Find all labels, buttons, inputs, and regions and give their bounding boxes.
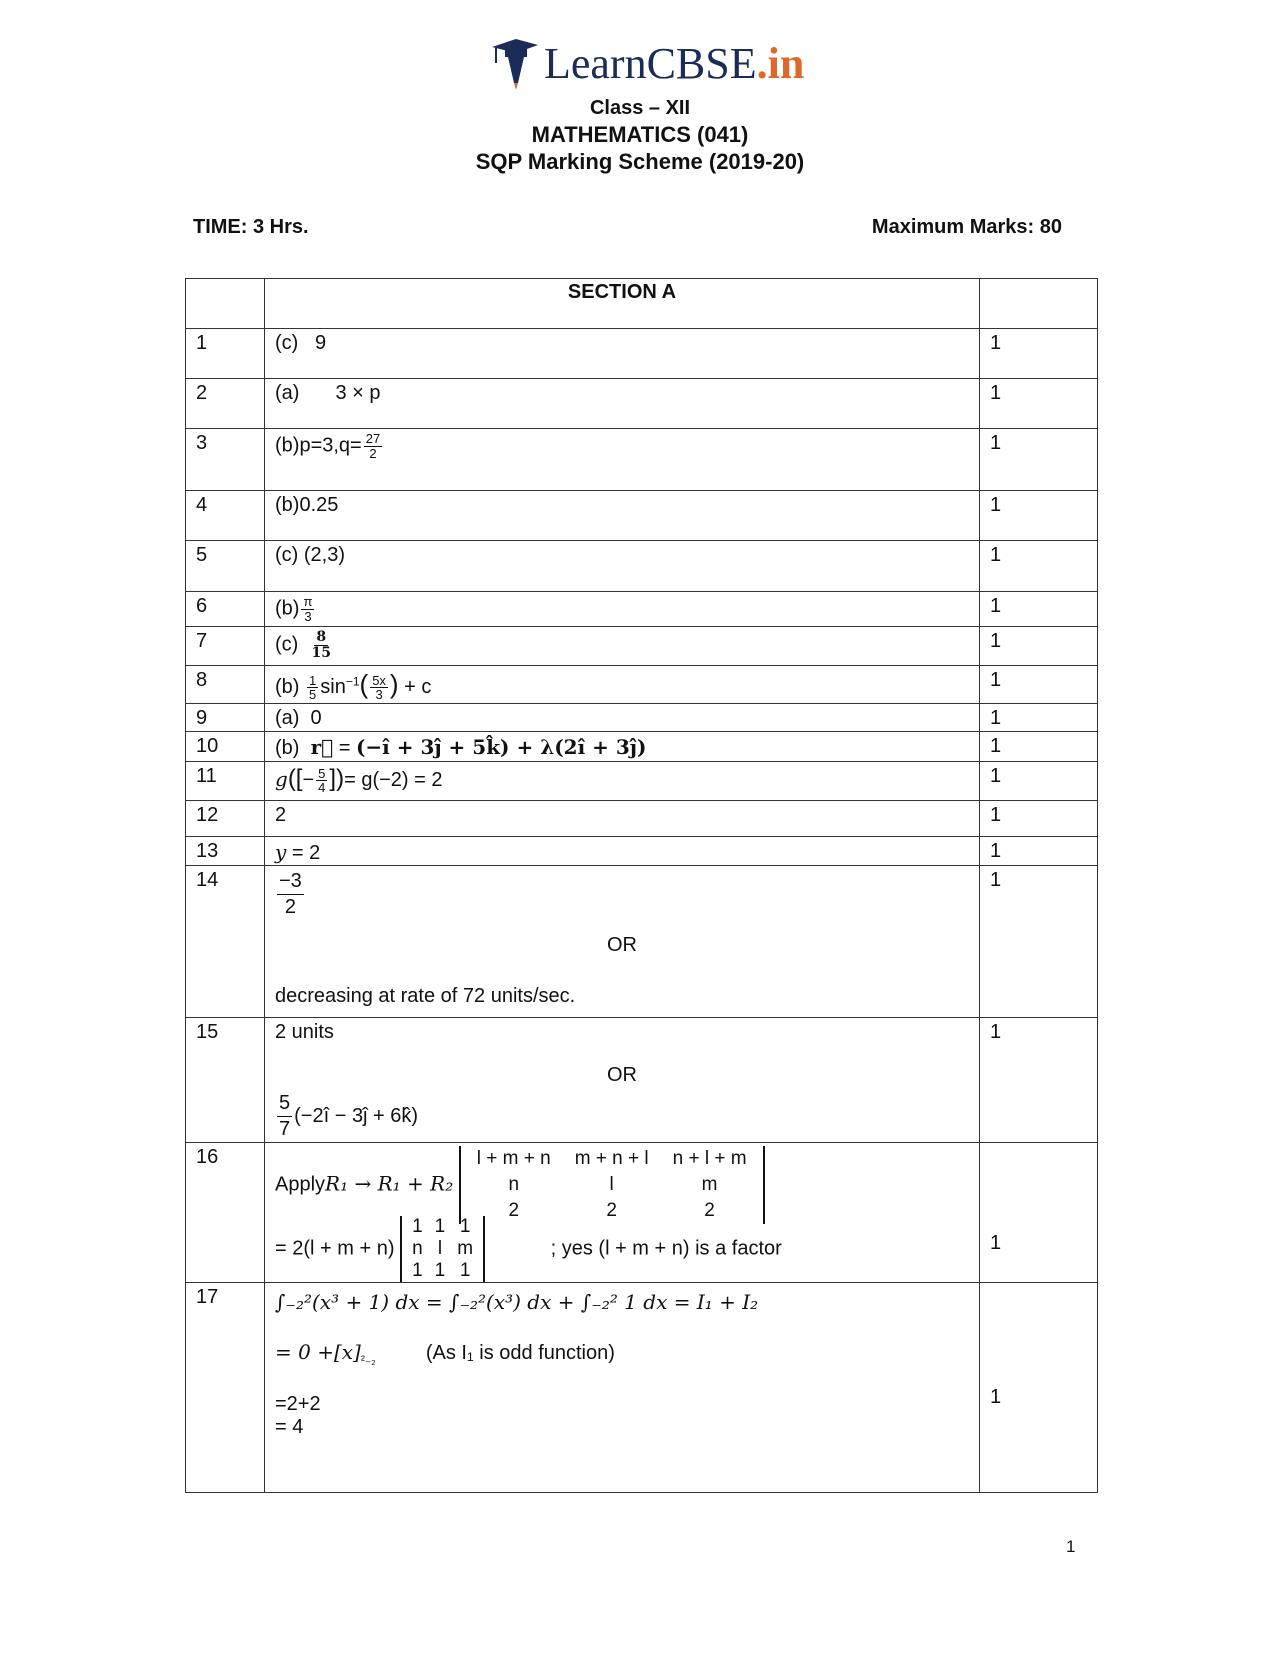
answer-cell (265, 866, 980, 1018)
answer-cell: (a) 0 (265, 704, 980, 732)
subject-heading: MATHEMATICS (041) (531, 122, 749, 147)
max-marks-label: Maximum Marks: 80 (871, 216, 1062, 238)
or-divider: OR (607, 1064, 637, 1086)
answer-cell: g([− $\frac{5}{4}$ ])= g(−2) = 2 (265, 762, 980, 801)
fraction: $\frac{5}{4}$ (318, 765, 326, 796)
answer-cell: y = 2 (265, 837, 980, 866)
table-row: 3 (b)p=3,q= $\frac{27}{2}$ 1 (186, 429, 1098, 491)
page-number: 1 (1066, 1537, 1076, 1556)
table-row: 12 2 1 (186, 801, 1098, 837)
fraction: $\frac{\pi}{3}$ (303, 594, 313, 624)
table-row: 11 g([− $\frac{5}{4}$ ])= g(−2) = 2 1 (186, 762, 1098, 801)
answer-cell: ∫₋₂²(x³ + 1) dx = ∫₋₂²(x³) dx + ∫₋₂² 1 dx = I₁ + I₂ = $0 +[x]_{^2_{-2}}$ (As I₁ is odd function) =2+2 = 4 (265, 1283, 980, 1493)
class-heading: Class – XII (589, 97, 691, 119)
or-divider: OR (607, 934, 637, 956)
section-row (186, 279, 1098, 329)
answer-cell: 2 units OR $\frac{5}{7}$ (−2î − 3ĵ + 6k̂) (265, 1018, 980, 1143)
marking-scheme-table (185, 278, 1098, 1493)
answer-cell: (b)p=3,q= $\frac{27}{2}$ (265, 429, 980, 491)
table-row: 10 (b) r⃗ = (−î + 3ĵ + 5k̂) + λ(2î + 3ĵ) 1 (186, 732, 1098, 762)
table-row: 9 (a) 0 1 (186, 704, 1098, 732)
graduation-cap-pen-icon (490, 37, 540, 91)
table-row: 16 ApplyR₁ → R₁ + R₂ l + m + n m + n + l n + l + m n l m 2 2 2 = 2(l + m + n) 1 1 1 n l m 1 1 1 ; yes (l + m + n) is a factor 1 (186, 1143, 1098, 1283)
table-row: 8 (b) $\frac{1}{5}$ $\sin^{-1}$( $\frac{5x}{3}$ ) + c 1 (186, 666, 1098, 704)
answer-cell: (b)0.25 (265, 491, 980, 541)
fraction: $\frac{1}{5}$ (309, 672, 317, 703)
answer-cell: (c) (2,3) (265, 541, 980, 592)
table-row: 14 $\frac{-3}{2}$ OR decreasing at rate of 72 units/sec. 1 (186, 866, 1098, 1018)
answer-cell: (b) $\frac{\pi}{3}$ (265, 592, 980, 627)
logo-wordmark: LearnCBSE.in (544, 39, 805, 88)
answer-cell: 2 (265, 801, 980, 837)
answer-cell: (a) 3 × p (265, 379, 980, 429)
table-row: 5 (c) (2,3) 1 (186, 541, 1098, 592)
answer-cell: (b) r⃗ = (−î + 3ĵ + 5k̂) + λ(2î + 3ĵ) (265, 732, 980, 762)
learncbse-logo (490, 36, 804, 92)
answer-cell: (c) $\frac{8}{15}$ (265, 627, 980, 666)
fraction: $\frac{8}{15}$ (311, 629, 331, 661)
fraction: $\frac{5x}{3}$ (372, 672, 386, 703)
table-row: 2 (a) 3 × p 1 (186, 379, 1098, 429)
table-row: 4 (b)0.25 1 (186, 491, 1098, 541)
fraction: $\frac{-3}{2}$ (279, 870, 302, 918)
fraction: $\frac{5}{7}$ (279, 1092, 291, 1140)
table-row: 7 (c) $\frac{8}{15}$ 1 (186, 627, 1098, 666)
fraction: $\frac{27}{2}$ (365, 431, 381, 461)
section-title: SECTION A (265, 279, 980, 329)
answer-cell: ApplyR₁ → R₁ + R₂ l + m + n m + n + l n + l + m n l m 2 2 2 = 2(l + m + n) 1 1 1 n l m 1 1 1 ; yes (l + m + n) is a factor (265, 1143, 980, 1283)
determinant: 1 1 1 n l m 1 1 1 (400, 1216, 485, 1282)
table-row: 13 y = 2 1 (186, 837, 1098, 866)
table-row: 6 (b) $\frac{\pi}{3}$ 1 (186, 592, 1098, 627)
determinant: l + m + n m + n + l n + l + m n l m 2 2 2 (459, 1146, 765, 1224)
scheme-heading: SQP Marking Scheme (2019-20) (475, 149, 805, 174)
table-row: 15 2 units OR $\frac{5}{7}$ (−2î − 3ĵ + 6k̂) 1 (186, 1018, 1098, 1143)
table-row: 1 (c) 9 1 (186, 329, 1098, 379)
answer-cell: (b) $\frac{1}{5}$ $\sin^{-1}$( $\frac{5x}{3}$ ) + c (265, 666, 980, 704)
table-row: 17 ∫₋₂²(x³ + 1) dx = ∫₋₂²(x³) dx + ∫₋₂² 1 dx = I₁ + I₂ = $0 +[x]_{^2_{-2}}$ (As I₁ is odd function) =2+2 = 4 1 (186, 1283, 1098, 1493)
time-label: TIME: 3 Hrs. (193, 216, 309, 238)
answer-cell: (c) 9 (265, 329, 980, 379)
alternate-answer: decreasing at rate of 72 units/sec. (275, 985, 576, 1007)
